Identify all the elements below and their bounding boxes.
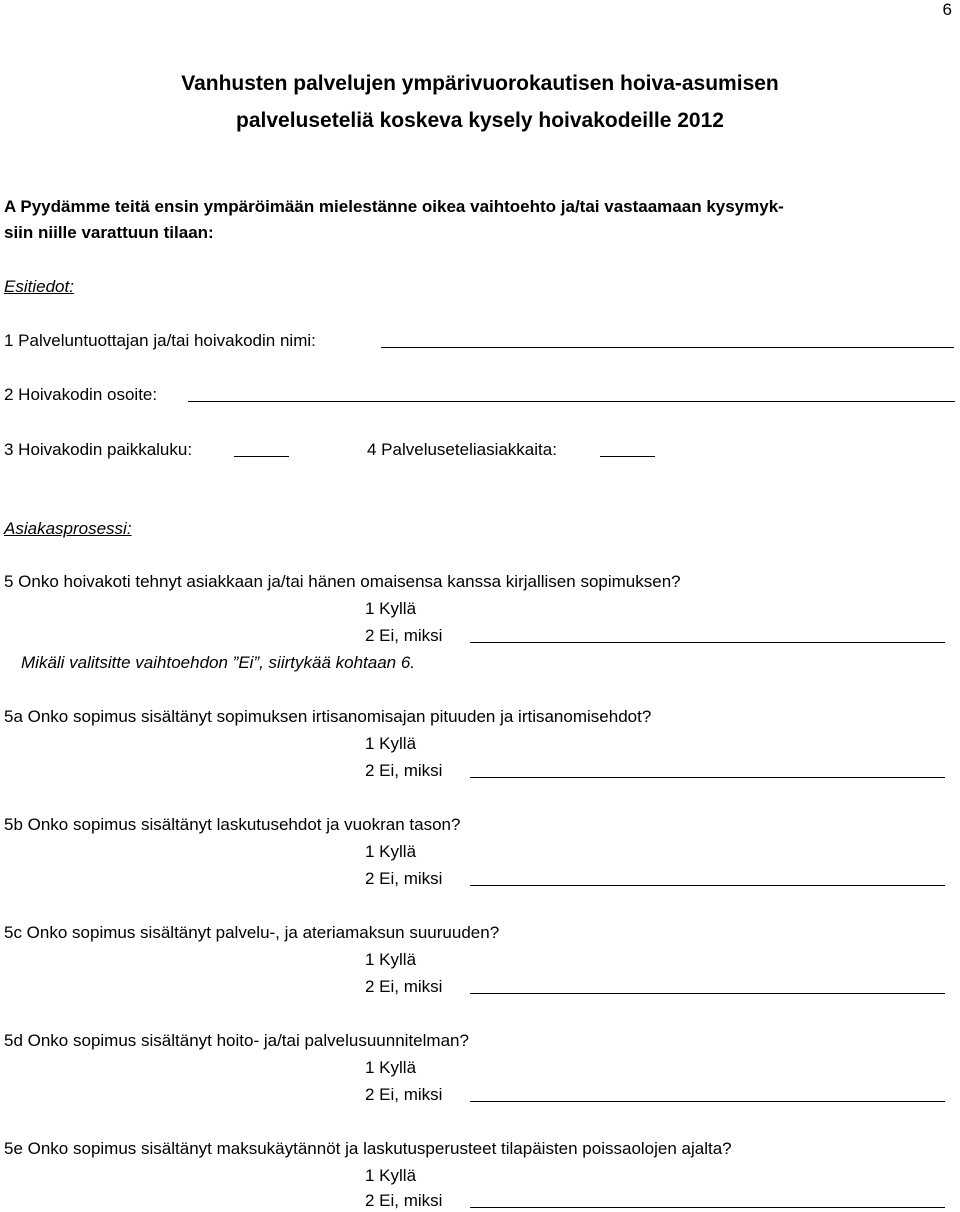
- q5-note: Mikäli valitsitte vaihtoehdon ”Ei”, siirtykää kohtaan 6.: [21, 653, 416, 672]
- instructions-line-2: siin niille varattuun tilaan:: [4, 223, 214, 242]
- q1-answer-line[interactable]: [381, 347, 954, 348]
- q5c-option-no[interactable]: 2 Ei, miksi: [365, 977, 443, 996]
- page-number: 6: [942, 0, 952, 19]
- q5a-reason-line[interactable]: [470, 777, 945, 778]
- q3-answer-line[interactable]: [234, 456, 289, 457]
- page-title-line-1: Vanhusten palvelujen ympärivuorokautisen hoiva-asumisen: [181, 72, 779, 95]
- q5c-reason-line[interactable]: [470, 993, 945, 994]
- q5c-option-yes[interactable]: 1 Kyllä: [365, 950, 417, 969]
- q5c-label: 5c Onko sopimus sisältänyt palvelu-, ja ateriamaksun suuruuden?: [4, 923, 500, 942]
- q5-label: 5 Onko hoivakoti tehnyt asiakkaan ja/tai hänen omaisensa kanssa kirjallisen sopimuksen?: [4, 572, 681, 591]
- q5-option-no[interactable]: 2 Ei, miksi: [365, 626, 443, 645]
- q3-label: 3 Hoivakodin paikkaluku:: [4, 440, 193, 459]
- q5e-option-yes[interactable]: 1 Kyllä: [365, 1166, 417, 1185]
- q5b-label: 5b Onko sopimus sisältänyt laskutusehdot ja vuokran tason?: [4, 815, 461, 834]
- q5a-option-no[interactable]: 2 Ei, miksi: [365, 761, 443, 780]
- q5-option-yes[interactable]: 1 Kyllä: [365, 599, 417, 618]
- q1-label: 1 Palveluntuottajan ja/tai hoivakodin nimi:: [4, 331, 316, 350]
- q2-label: 2 Hoivakodin osoite:: [4, 385, 158, 404]
- q5a-label: 5a Onko sopimus sisältänyt sopimuksen irtisanomisajan pituuden ja irtisanomisehdot?: [4, 707, 652, 726]
- q2-answer-line[interactable]: [188, 401, 955, 402]
- q5d-reason-line[interactable]: [470, 1101, 945, 1102]
- section-asiakasprosessi: Asiakasprosessi:: [4, 519, 132, 538]
- q5a-option-yes[interactable]: 1 Kyllä: [365, 734, 417, 753]
- instructions-line-1: A Pyydämme teitä ensin ympäröimään mielestänne oikea vaihtoehto ja/tai vastaamaan kysymyk-: [4, 197, 784, 216]
- q5d-option-yes[interactable]: 1 Kyllä: [365, 1058, 417, 1077]
- q5e-reason-line[interactable]: [470, 1207, 945, 1208]
- page-title-line-2: palveluseteliä koskeva kysely hoivakodeille 2012: [236, 109, 724, 132]
- q5d-label: 5d Onko sopimus sisältänyt hoito- ja/tai palvelusuunnitelman?: [4, 1031, 469, 1050]
- q5b-option-yes[interactable]: 1 Kyllä: [365, 842, 417, 861]
- section-esitiedot: Esitiedot:: [4, 277, 74, 296]
- q5b-option-no[interactable]: 2 Ei, miksi: [365, 869, 443, 888]
- q5b-reason-line[interactable]: [470, 885, 945, 886]
- q4-label: 4 Palveluseteliasiakkaita:: [367, 440, 557, 459]
- q5e-label: 5e Onko sopimus sisältänyt maksukäytännöt ja laskutusperusteet tilapäisten poissaolojen ajalta?: [4, 1139, 732, 1158]
- q5e-option-no[interactable]: 2 Ei, miksi: [365, 1191, 443, 1210]
- q4-answer-line[interactable]: [600, 456, 655, 457]
- q5d-option-no[interactable]: 2 Ei, miksi: [365, 1085, 443, 1104]
- q5-reason-line[interactable]: [470, 642, 945, 643]
